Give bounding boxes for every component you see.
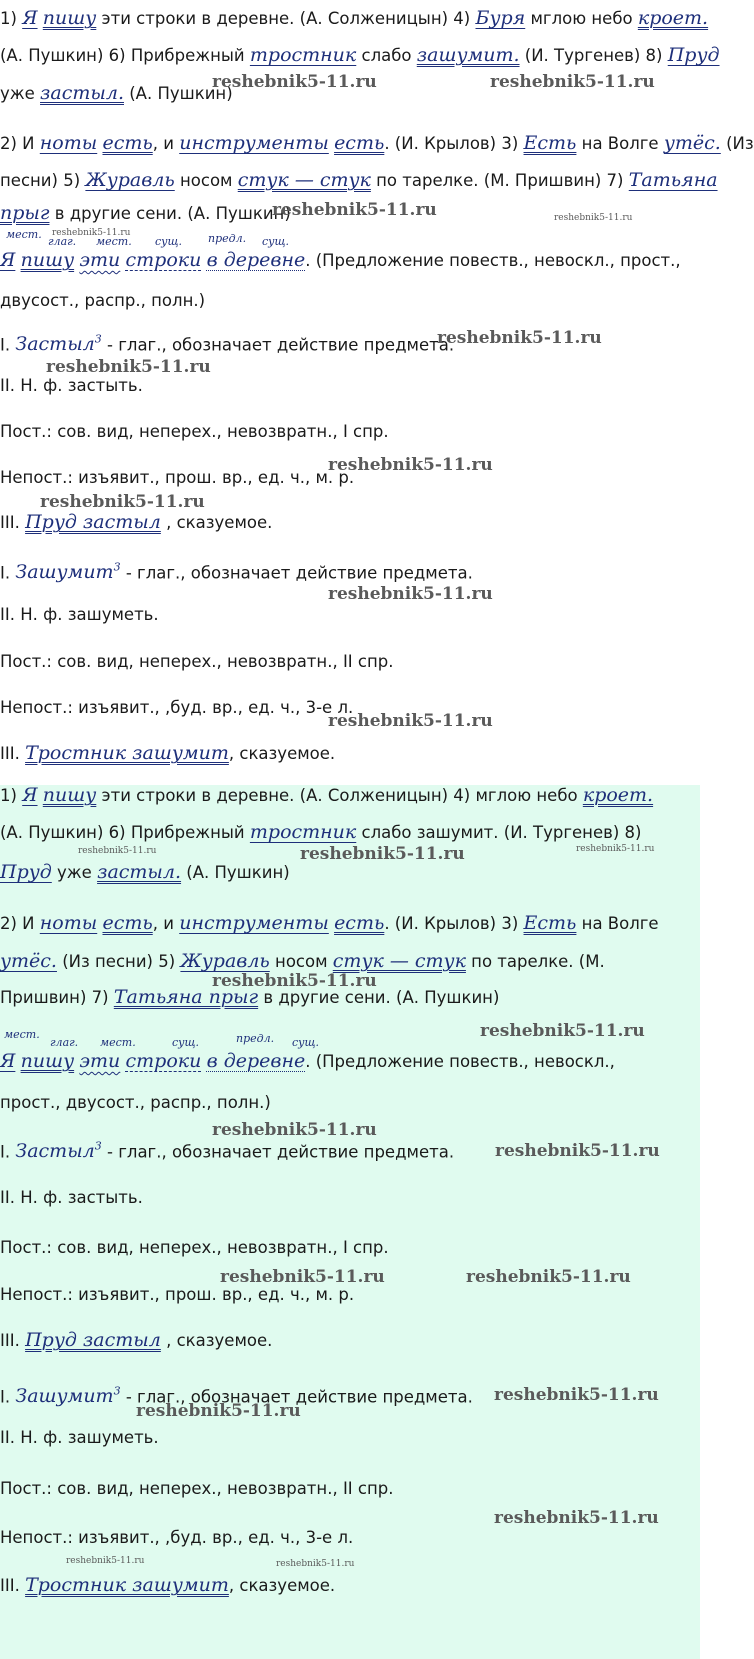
text-span: эти строки в деревне. (А. Солженицын) 4) мглою небо bbox=[101, 786, 578, 805]
parse-line bbox=[0, 698, 353, 718]
watermark: reshebnik5-11.ru bbox=[212, 971, 377, 991]
adverbial-word: в деревне bbox=[206, 1050, 306, 1072]
parse-line bbox=[0, 558, 473, 583]
text-span: Пост.: сов. вид, неперех., невозвратн., I спр. bbox=[0, 422, 389, 441]
text-span: III. bbox=[0, 1331, 20, 1350]
watermark: reshebnik5-11.ru bbox=[136, 1401, 301, 1421]
pos-label: сущ. bbox=[155, 235, 183, 248]
text-span: . (Предложение повеств., невоскл., прост., bbox=[305, 251, 681, 270]
text-span: (И. Тургенев) 8) bbox=[524, 46, 663, 65]
pos-label: мест. bbox=[6, 228, 42, 241]
pos-label: мест. bbox=[96, 235, 132, 248]
predicate-word: пишу bbox=[20, 249, 75, 271]
text-span: . (Предложение повеств., невоскл., bbox=[305, 1052, 615, 1071]
text-span: . (И. Крылов) 3) bbox=[384, 914, 519, 933]
subject-word: Я bbox=[22, 7, 38, 29]
text-span: - глаг., обозначает действие предмета. bbox=[125, 1387, 473, 1407]
text-span: Непост.: изъявит., прош. вр., ед. ч., м. р. bbox=[0, 468, 355, 487]
text-line bbox=[0, 913, 659, 934]
predicate-word: пишу bbox=[42, 7, 97, 29]
watermark: reshebnik5-11.ru bbox=[220, 1267, 385, 1287]
subject-word: ноты bbox=[39, 132, 98, 154]
pos-label: предл. bbox=[236, 1032, 275, 1045]
predicate-phrase: Тростник зашумит bbox=[25, 742, 229, 764]
text-line bbox=[0, 45, 720, 66]
subject-word: тростник bbox=[249, 821, 357, 843]
subject-word: Журавль bbox=[85, 169, 175, 191]
parse-line bbox=[0, 330, 454, 355]
watermark: reshebnik5-11.ru bbox=[554, 213, 633, 223]
watermark: reshebnik5-11.ru bbox=[300, 844, 465, 864]
text-span: (А. Пушкин) bbox=[186, 863, 290, 882]
predicate-word: застыл. bbox=[40, 82, 124, 104]
text-span: , сказуемое. bbox=[166, 513, 273, 532]
watermark: reshebnik5-11.ru bbox=[272, 200, 437, 220]
text-line bbox=[0, 862, 290, 883]
text-span: , и bbox=[152, 914, 174, 933]
parsed-verb bbox=[15, 1385, 120, 1407]
pos-label: мест. bbox=[100, 1036, 136, 1049]
predicate-word: зашумит. bbox=[416, 44, 520, 66]
text-span: Пост.: сов. вид, неперех., невозвратн., II спр. bbox=[0, 1479, 394, 1498]
predicate-word: пишу bbox=[20, 1050, 75, 1072]
watermark: reshebnik5-11.ru bbox=[212, 72, 377, 92]
text-span: на Волге bbox=[581, 914, 659, 933]
footnote-mark: 3 bbox=[94, 333, 102, 346]
text-line bbox=[0, 785, 653, 806]
text-span: II. Н. ф. застыть. bbox=[0, 376, 143, 395]
text-span: 1) bbox=[0, 9, 17, 28]
attribute-word: эти bbox=[79, 249, 121, 271]
watermark: reshebnik5-11.ru bbox=[40, 492, 205, 512]
text-span: II. Н. ф. зашуметь. bbox=[0, 1428, 159, 1447]
text-span: I. bbox=[0, 563, 11, 583]
text-span: Пост.: сов. вид, неперех., невозвратн., I спр. bbox=[0, 1238, 389, 1257]
parse-line bbox=[0, 1238, 389, 1258]
parse-line bbox=[0, 422, 389, 442]
text-span: уже bbox=[0, 84, 35, 103]
predicate-word: кроет. bbox=[637, 7, 709, 29]
text-span: , сказуемое. bbox=[166, 1331, 273, 1350]
predicate-phrase: Пруд застыл bbox=[25, 1329, 161, 1351]
predicate-phrase: Тростник зашумит bbox=[25, 1574, 229, 1596]
watermark: reshebnik5-11.ru bbox=[78, 846, 157, 856]
footnote-mark: 3 bbox=[113, 1385, 121, 1398]
predicate-word: есть bbox=[334, 132, 385, 154]
subject-word: Пруд bbox=[667, 44, 720, 66]
text-span: по тарелке. (М. Пришвин) 7) bbox=[376, 171, 624, 190]
pos-label: глаг. bbox=[48, 235, 77, 248]
attribute-word: эти bbox=[79, 1050, 121, 1072]
pos-label: мест. bbox=[4, 1028, 40, 1041]
pos-label: сущ. bbox=[262, 235, 290, 248]
text-span: двусост., распр., полн.) bbox=[0, 291, 206, 310]
text-line bbox=[0, 8, 708, 29]
text-span: III. bbox=[0, 744, 20, 763]
verb-text: Застыл bbox=[15, 333, 95, 356]
watermark: reshebnik5-11.ru bbox=[495, 1141, 660, 1161]
text-span: Непост.: изъявит., прош. вр., ед. ч., м. р. bbox=[0, 1285, 355, 1304]
watermark: reshebnik5-11.ru bbox=[212, 1120, 377, 1140]
parse-line bbox=[0, 376, 143, 396]
text-span: песни) 5) bbox=[0, 171, 81, 190]
text-span: . (И. Крылов) 3) bbox=[384, 134, 519, 153]
parse-line bbox=[0, 1428, 159, 1448]
parsed-sentence bbox=[0, 1051, 615, 1072]
predicate-word: Есть bbox=[523, 912, 577, 934]
footnote-mark: 3 bbox=[94, 1140, 102, 1153]
text-line bbox=[0, 203, 291, 224]
parse-line bbox=[0, 652, 394, 672]
pos-label: глаг. bbox=[50, 1036, 79, 1049]
text-span: Пришвин) 7) bbox=[0, 988, 109, 1007]
predicate-word: есть bbox=[102, 912, 153, 934]
text-span: I. bbox=[0, 1387, 11, 1407]
predicate-word: застыл. bbox=[97, 861, 182, 883]
predicate-word: прыг bbox=[0, 202, 50, 224]
subject-word: Я bbox=[0, 1050, 16, 1072]
watermark: reshebnik5-11.ru bbox=[494, 1385, 659, 1405]
text-span: эти строки в деревне. (А. Солженицын) 4) bbox=[101, 9, 471, 28]
subject-word: Буря bbox=[475, 7, 526, 29]
text-span: (А. Пушкин) 6) Прибрежный bbox=[0, 823, 245, 842]
verb-text: Зашумит bbox=[15, 561, 114, 584]
predicate-word: пишу bbox=[42, 784, 97, 806]
watermark: reshebnik5-11.ru bbox=[494, 1508, 659, 1528]
text-line bbox=[0, 822, 641, 843]
text-span: уже bbox=[57, 863, 92, 882]
watermark: reshebnik5-11.ru bbox=[66, 1556, 145, 1566]
subject-word: инструменты bbox=[179, 132, 329, 154]
text-span: Пост.: сов. вид, неперех., невозвратн., II спр. bbox=[0, 652, 394, 671]
parsed-verb bbox=[15, 561, 120, 583]
subject-word: ноты bbox=[39, 912, 98, 934]
text-span: Непост.: изъявит., ,буд. вр., ед. ч., 3-е л. bbox=[0, 698, 354, 717]
text-span: 2) И bbox=[0, 914, 35, 933]
verb-text: Застыл bbox=[15, 1140, 95, 1163]
text-line bbox=[0, 291, 205, 311]
predicate-word: есть bbox=[334, 912, 385, 934]
parse-line bbox=[0, 1528, 353, 1548]
watermark: reshebnik5-11.ru bbox=[576, 844, 655, 854]
text-line bbox=[0, 951, 605, 972]
parse-line bbox=[0, 1188, 143, 1208]
text-span: на Волге bbox=[581, 134, 659, 153]
pos-label: сущ. bbox=[292, 1036, 320, 1049]
parse-line bbox=[0, 1330, 272, 1351]
watermark: reshebnik5-11.ru bbox=[480, 1021, 645, 1041]
subject-word: тростник bbox=[249, 44, 357, 66]
text-span: , сказуемое. bbox=[228, 744, 336, 763]
predicate-word: стук — стук bbox=[237, 169, 371, 191]
text-span: I. bbox=[0, 335, 11, 355]
text-span: - глаг., обозначает действие предмета. bbox=[125, 563, 473, 583]
predicate-word: Есть bbox=[523, 132, 577, 154]
text-span: III. bbox=[0, 1576, 20, 1595]
parse-line bbox=[0, 605, 159, 625]
text-span: , сказуемое. bbox=[228, 1576, 336, 1595]
text-span: II. Н. ф. застыть. bbox=[0, 1188, 143, 1207]
predicate-phrase: Татьяна прыг bbox=[113, 986, 259, 1008]
text-span: (Из песни) 5) bbox=[62, 952, 176, 971]
object-word: строки bbox=[125, 1050, 202, 1072]
subject-word: утёс. bbox=[663, 132, 721, 154]
answer-block-1 bbox=[0, 0, 754, 785]
text-span: (Из bbox=[726, 134, 754, 153]
predicate-phrase: Пруд застыл bbox=[25, 511, 161, 533]
parsed-sentence bbox=[0, 250, 681, 271]
predicate-word: кроет. bbox=[582, 784, 654, 806]
text-span: 2) И bbox=[0, 134, 35, 153]
text-span: I. bbox=[0, 1142, 11, 1162]
watermark: reshebnik5-11.ru bbox=[276, 1559, 355, 1569]
text-span: 1) bbox=[0, 786, 17, 805]
watermark: reshebnik5-11.ru bbox=[437, 328, 602, 348]
text-span: (А. Пушкин) 6) Прибрежный bbox=[0, 46, 245, 65]
text-span: - глаг., обозначает действие предмета. bbox=[107, 1142, 455, 1162]
watermark: reshebnik5-11.ru bbox=[328, 455, 493, 475]
text-span: - глаг., обозначает действие предмета. bbox=[107, 335, 455, 355]
text-line bbox=[0, 1093, 271, 1113]
parse-line bbox=[0, 1575, 335, 1596]
parse-line bbox=[0, 1479, 394, 1499]
text-span: слабо зашумит. (И. Тургенев) 8) bbox=[361, 823, 642, 842]
text-span: мглою небо bbox=[530, 9, 633, 28]
parsed-verb bbox=[15, 333, 101, 355]
parsed-verb bbox=[15, 1140, 101, 1162]
predicate-word: стук — стук bbox=[332, 950, 466, 972]
text-span: (А. Пушкин) bbox=[129, 84, 233, 103]
subject-word: Я bbox=[22, 784, 38, 806]
subject-word: утёс. bbox=[0, 950, 57, 972]
text-span: носом bbox=[180, 171, 233, 190]
object-word: строки bbox=[125, 249, 202, 271]
text-span: в другие сени. (А. Пушкин) bbox=[54, 204, 291, 223]
text-line bbox=[0, 170, 718, 191]
watermark: reshebnik5-11.ru bbox=[328, 711, 493, 731]
text-span: слабо bbox=[361, 46, 412, 65]
text-span: III. bbox=[0, 513, 20, 532]
parse-line bbox=[0, 1285, 354, 1305]
watermark: reshebnik5-11.ru bbox=[52, 228, 131, 238]
text-span: , и bbox=[152, 134, 174, 153]
pos-label: предл. bbox=[208, 232, 247, 245]
parse-line bbox=[0, 468, 354, 488]
watermark: reshebnik5-11.ru bbox=[328, 584, 493, 604]
parse-line bbox=[0, 512, 272, 533]
text-line bbox=[0, 83, 233, 104]
text-line bbox=[0, 133, 754, 154]
subject-word: Татьяна bbox=[628, 169, 718, 191]
text-span: носом bbox=[275, 952, 328, 971]
text-span: в другие сени. (А. Пушкин) bbox=[263, 988, 500, 1007]
subject-word: инструменты bbox=[179, 912, 329, 934]
text-span: прост., двусост., распр., полн.) bbox=[0, 1093, 271, 1112]
subject-word: Пруд bbox=[0, 861, 52, 883]
parse-line bbox=[0, 1137, 454, 1162]
watermark: reshebnik5-11.ru bbox=[490, 72, 655, 92]
text-span: Непост.: изъявит., ,буд. вр., ед. ч., 3-е л. bbox=[0, 1528, 354, 1547]
text-span: по тарелке. (М. bbox=[471, 952, 605, 971]
subject-word: Журавль bbox=[180, 950, 270, 972]
footnote-mark: 3 bbox=[113, 561, 121, 574]
predicate-word: есть bbox=[102, 132, 153, 154]
adverbial-word: в деревне bbox=[206, 249, 306, 271]
verb-text: Зашумит bbox=[15, 1385, 114, 1408]
answer-block-2 bbox=[0, 785, 700, 1659]
text-span: II. Н. ф. зашуметь. bbox=[0, 605, 159, 624]
parse-line bbox=[0, 743, 335, 764]
pos-label: сущ. bbox=[172, 1036, 200, 1049]
subject-word: Я bbox=[0, 249, 16, 271]
watermark: reshebnik5-11.ru bbox=[46, 357, 211, 377]
watermark: reshebnik5-11.ru bbox=[466, 1267, 631, 1287]
